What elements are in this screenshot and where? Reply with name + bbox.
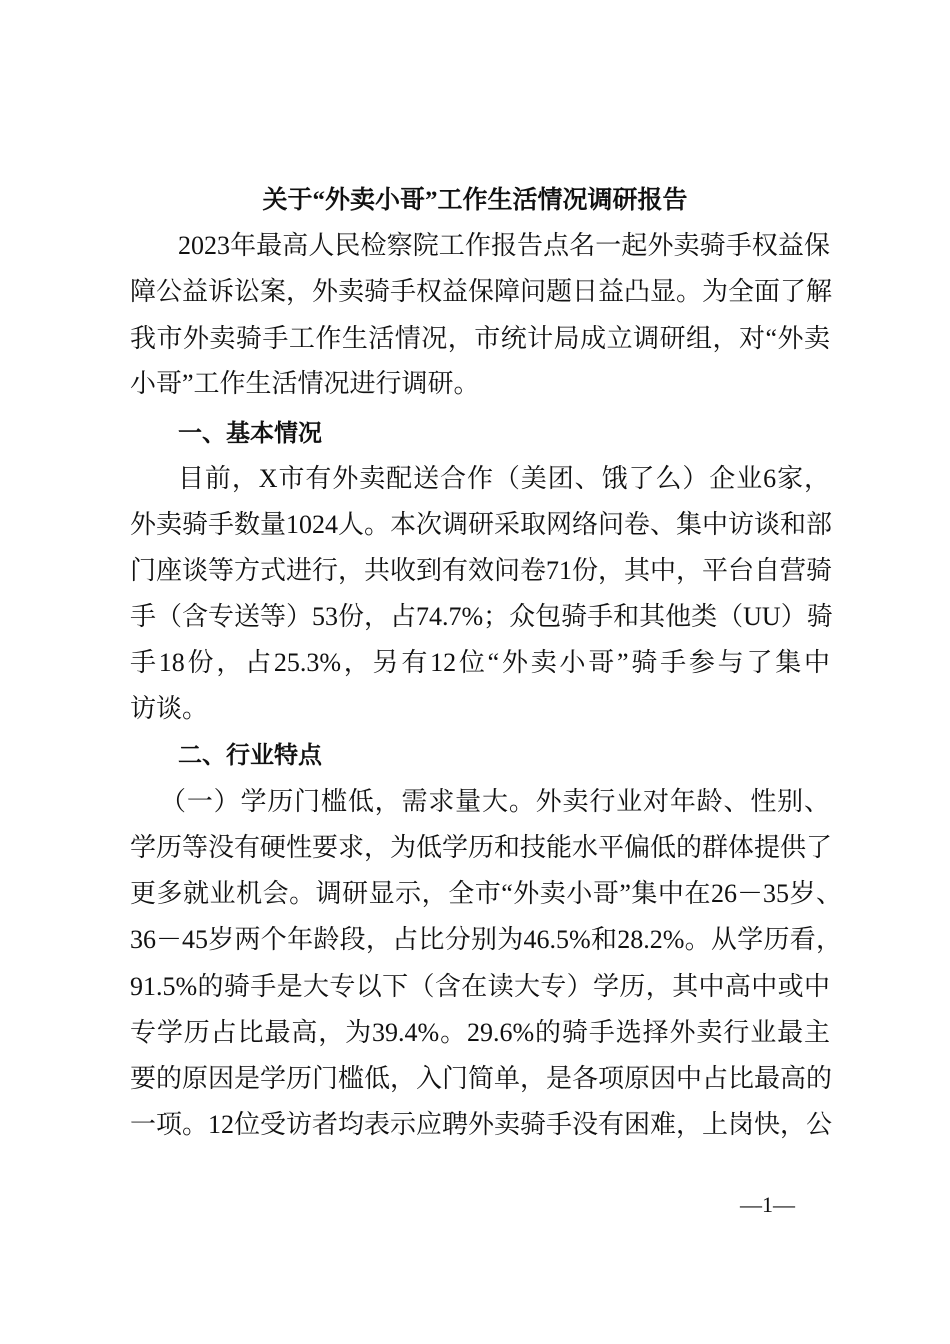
paragraph-line: 2023年最高人民检察院工作报告点名一起外卖骑手权益保 [178, 231, 830, 260]
section-heading: 一、基本情况 [178, 419, 322, 447]
paragraph-line: 小哥”工作生活情况进行调研。 [130, 369, 480, 398]
paragraph-line: （一）学历门槛低，需求量大。外卖行业对年龄、性别、 [160, 787, 830, 816]
paragraph-line: 目前，X市有外卖配送合作（美团、饿了么）企业6家， [178, 464, 830, 493]
paragraph-line: 36－45岁两个年龄段，占比分别为46.5%和28.2%。从学历看， [130, 925, 842, 954]
paragraph-line: 一项。12位受访者均表示应聘外卖骑手没有困难，上岗快，公 [130, 1110, 833, 1139]
paragraph-line: 更多就业机会。调研显示，全市“外卖小哥”集中在26－35岁、 [130, 879, 842, 908]
paragraph-line: 手（含专送等）53份，占74.7%；众包骑手和其他类（UU）骑 [130, 602, 833, 631]
paragraph-line: 障公益诉讼案，外卖骑手权益保障问题日益凸显。为全面了解 [130, 277, 833, 306]
paragraph-line: 访谈。 [130, 694, 209, 723]
page-number: —1— [740, 1192, 795, 1217]
paragraph-line: 手18份，占25.3%，另有12位“外卖小哥”骑手参与了集中 [130, 648, 830, 677]
paragraph-line: 我市外卖骑手工作生活情况，市统计局成立调研组，对“外卖 [130, 324, 830, 353]
paragraph-line: 外卖骑手数量1024人。本次调研采取网络问卷、集中访谈和部 [130, 510, 833, 539]
document-title: 关于“外卖小哥”工作生活情况调研报告 [262, 187, 688, 214]
paragraph-line: 要的原因是学历门槛低，入门简单，是各项原因中占比最高的 [130, 1064, 833, 1093]
paragraph-line: 学历等没有硬性要求，为低学历和技能水平偏低的群体提供了 [130, 833, 833, 862]
section-heading: 二、行业特点 [178, 741, 322, 769]
paragraph-line: 专学历占比最高，为39.4%。29.6%的骑手选择外卖行业最主 [130, 1018, 830, 1047]
paragraph-line: 91.5%的骑手是大专以下（含在读大专）学历，其中高中或中 [130, 972, 830, 1001]
paragraph-line: 门座谈等方式进行，共收到有效问卷71份，其中，平台自营骑 [130, 556, 833, 585]
